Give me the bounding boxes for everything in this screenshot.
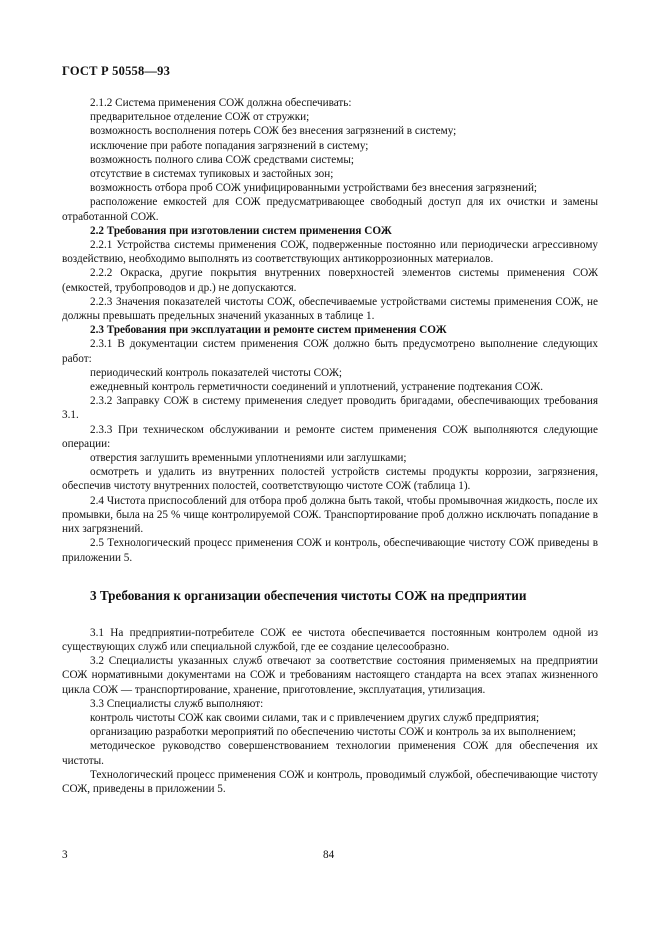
subsection-title: 2.2 Требования при изготовлении систем применения СОЖ [90, 224, 392, 237]
paragraph: расположение емкостей для СОЖ предусматривающее свободный доступ для их очистки и замены отработанной СОЖ. [62, 196, 598, 223]
paragraph: 3.2 Специалисты указанных служб отвечают за соответствие состояния применяемых на предприятии СОЖ нормативными документами на СОЖ и требованиям настоящего стандарта на всех этапах жизненного цикла СОЖ — транспортирование, хранение, приготовление, эксплуатация, утилизация. [62, 655, 598, 696]
paragraph: 2.3.1 В документации систем применения СОЖ должно быть предусмотрено выполнение следующих работ: [62, 338, 598, 365]
document-header: ГОСТ Р 50558—93 [62, 64, 171, 78]
paragraph: предварительное отделение СОЖ от стружки; [90, 111, 310, 124]
paragraph: отверстия заглушить временными уплотнениями или заглушками; [90, 452, 407, 465]
paragraph: 2.3.3 При техническом обслуживании и ремонте систем применения СОЖ выполняются следующие операции: [62, 423, 598, 450]
paragraph: организацию разработки мероприятий по обеспечению чистоты СОЖ и контроль за их выполнением; [90, 726, 577, 739]
paragraph: 2.3.2 Заправку СОЖ в систему применения следует проводить бригадами, обеспечивающих требования 3.1. [62, 395, 598, 422]
paragraph: возможность отбора проб СОЖ унифицированными устройствами без внесения загрязнений; [90, 182, 538, 195]
subsection-title: 2.3 Требования при эксплуатации и ремонте систем применения СОЖ [90, 324, 447, 337]
page-number: 3 [62, 849, 68, 861]
paragraph: 2.1.2 Система применения СОЖ должна обеспечивать: [90, 97, 352, 109]
paragraph: 2.5 Технологический процесс применения СОЖ и контроль, обеспечивающие чистоту СОЖ приведены в приложении 5. [62, 537, 598, 564]
paragraph: ежедневный контроль герметичности соединений и уплотнений, устранение подтекания СОЖ. [90, 381, 544, 394]
paragraph: 2.2.1 Устройства системы применения СОЖ, подверженные постоянно или периодически агрессивному воздействию, необходимо выполнять из соответствующих антикоррозионных материалов. [62, 239, 598, 266]
paragraph: 3.1 На предприятии-потребителе СОЖ ее чистота обеспечивается постоянным контролем одной из существующих служб или специальной службой, где ее создание целесообразно. [62, 626, 598, 653]
section-heading: 3 Требования к организации обеспечения чистоты СОЖ на предприятии [90, 587, 527, 603]
paragraph: 2.2.3 Значения показателей чистоты СОЖ, обеспечиваемые устройствами системы применения СОЖ, не должны превышать предельных значений указанных в таблице 1. [62, 295, 598, 323]
sheet-number: 84 [323, 849, 335, 861]
paragraph: отсутствие в системах тупиковых и застойных зон; [90, 168, 334, 181]
paragraph: Технологический процесс применения СОЖ и контроль, проводимый службой, обеспечивающие чистоту СОЖ, приведены в приложении 5. [62, 768, 598, 795]
paragraph: 2.2.2 Окраска, другие покрытия внутренних поверхностей элементов системы применения СОЖ (емкостей, трубопроводов и др.) не допускаются. [62, 267, 598, 294]
paragraph: возможность восполнения потерь СОЖ без внесения загрязнений в систему; [90, 125, 457, 138]
paragraph: 3.3 Специалисты служб выполняют: [90, 697, 264, 710]
paragraph: возможность полного слива СОЖ средствами системы; [90, 153, 354, 166]
paragraph: контроль чистоты СОЖ как своими силами, так и с привлечением других служб предприятия; [90, 711, 540, 724]
paragraph: осмотреть и удалить из внутренних полостей устройств системы продукты коррозии, загрязнения, обеспечив чистоту внутренних полостей, соответствующю чистоте СОЖ (таблица 1). [62, 466, 598, 493]
paragraph: методическое руководство совершенствованием технологии применения СОЖ для обеспечения их чистоты. [62, 740, 598, 767]
paragraph: 2.4 Чистота приспособлений для отбора проб должна быть такой, чтобы промывочная жидкость, после их промывки, была на 25 % чище контролируемой СОЖ. Транспортирование проб должно исключать попадание в них загрязнений. [62, 494, 598, 536]
paragraph: периодический контроль показателей чистоты СОЖ; [90, 366, 342, 379]
document-body [62, 96, 598, 796]
paragraph: исключение при работе попадания загрязнений в систему; [90, 139, 369, 152]
